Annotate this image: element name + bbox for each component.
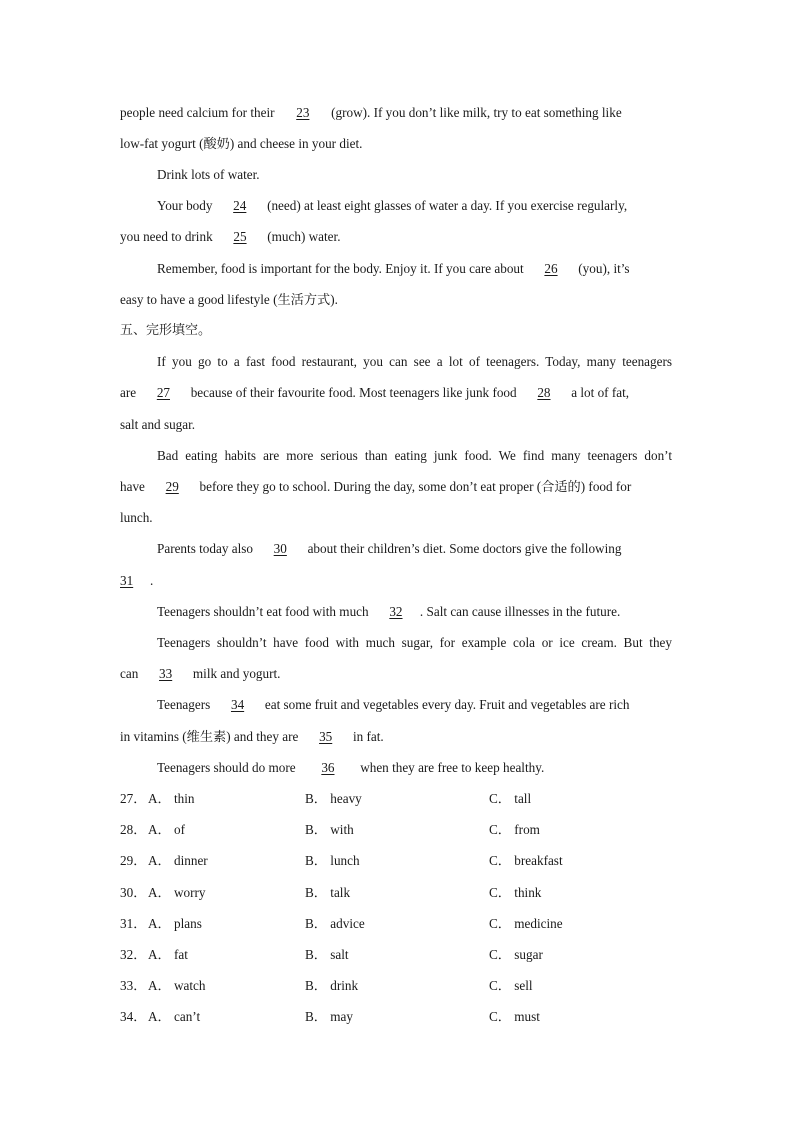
- option-row-33: [120, 970, 680, 1001]
- option-b: B． talk: [305, 885, 351, 900]
- option-row-27: [120, 783, 680, 814]
- option-a: A． of: [148, 822, 185, 837]
- question-number: 27．: [120, 791, 147, 806]
- text-line: lunch.: [120, 510, 153, 525]
- option-b: B． advice: [305, 916, 365, 931]
- answer-blank-30: 30: [273, 541, 287, 556]
- option-a: A． dinner: [148, 853, 208, 868]
- text-line: people need calcium for their 23 (grow). If you don’t like milk, try to eat something like: [120, 97, 672, 128]
- question-number: 34．: [120, 1009, 147, 1024]
- answer-blank-29: 29: [165, 479, 179, 494]
- answer-blank-36: 36: [321, 760, 335, 775]
- option-a: A． plans: [148, 916, 202, 931]
- option-b: B． salt: [305, 947, 349, 962]
- text-line: you need to drink 25 (much) water.: [120, 221, 672, 252]
- text-line: Drink lots of water.: [157, 167, 260, 182]
- text-line: easy to have a good lifestyle (生活方式).: [120, 292, 338, 307]
- text-line: Your body 24 (need) at least eight glasses of water a day. If you exercise regularly,: [120, 190, 672, 221]
- option-row-30: [120, 877, 680, 908]
- question-number: 30．: [120, 885, 147, 900]
- answer-blank-33: 33: [159, 666, 173, 681]
- answer-blank-34: 34: [230, 697, 245, 712]
- question-number: 29．: [120, 853, 147, 868]
- option-c: C． sell: [489, 978, 533, 993]
- option-c: C． breakfast: [489, 853, 563, 868]
- option-b: B． may: [305, 1009, 353, 1024]
- text-line: have 29 before they go to school. During the day, some don’t eat proper (合适的) food for: [120, 471, 672, 502]
- text-line: can 33 milk and yogurt.: [120, 658, 672, 689]
- question-number: 32．: [120, 947, 147, 962]
- answer-blank-27: 27: [156, 385, 170, 400]
- option-c: C． sugar: [489, 947, 543, 962]
- section-heading: 五、完形填空。: [120, 323, 212, 338]
- answer-blank-28: 28: [537, 385, 551, 400]
- answer-blank-23: 23: [296, 105, 310, 120]
- answer-blank-31: 31: [120, 573, 134, 588]
- option-c: C． think: [489, 885, 542, 900]
- text-line: salt and sugar.: [120, 417, 196, 432]
- option-row-28: [120, 814, 680, 845]
- option-b: B． heavy: [305, 791, 362, 806]
- answer-blank-24: 24: [233, 198, 247, 213]
- option-c: C． medicine: [489, 916, 563, 931]
- text-line: 31 .: [120, 565, 672, 596]
- option-b: B． with: [305, 822, 354, 837]
- option-a: A． watch: [148, 978, 206, 993]
- text-line: in vitamins (维生素) and they are 35 in fat.: [120, 721, 672, 752]
- option-c: C． tall: [489, 791, 532, 806]
- question-number: 33．: [120, 978, 147, 993]
- text-line: If you go to a fast food restaurant, you can see a lot of teenagers. Today, many teenagers: [157, 354, 672, 369]
- text-line: Teenagers shouldn’t eat food with much 32 . Salt can cause illnesses in the future.: [120, 596, 672, 627]
- option-row-31: [120, 908, 680, 939]
- option-c: C． from: [489, 822, 540, 837]
- option-row-34: [120, 1001, 680, 1032]
- option-a: A． worry: [148, 885, 206, 900]
- text-line: low-fat yogurt (酸奶) and cheese in your diet.: [120, 136, 363, 151]
- text-line: are 27 because of their favourite food. Most teenagers like junk food 28 a lot of fat,: [120, 377, 672, 408]
- answer-blank-25: 25: [233, 229, 247, 244]
- text-line: Bad eating habits are more serious than eating junk food. We find many teenagers don’t: [157, 448, 672, 463]
- text-line: Teenagers shouldn’t have food with much sugar, for example cola or ice cream. But they: [157, 635, 672, 650]
- option-row-32: [120, 939, 680, 970]
- text-line: Remember, food is important for the body. Enjoy it. If you care about 26 (you), it’s: [120, 253, 672, 284]
- option-a: A． can’t: [148, 1009, 201, 1024]
- option-b: B． lunch: [305, 853, 360, 868]
- text-line: Teenagers 34 eat some fruit and vegetables every day. Fruit and vegetables are rich: [120, 689, 672, 720]
- option-a: A． thin: [148, 791, 195, 806]
- option-c: C． must: [489, 1009, 540, 1024]
- answer-blank-35: 35: [319, 729, 333, 744]
- option-row-29: [120, 845, 680, 876]
- question-number: 28．: [120, 822, 147, 837]
- question-number: 31．: [120, 916, 147, 931]
- text-line: Teenagers should do more 36 when they are free to keep healthy.: [120, 752, 672, 783]
- answer-blank-26: 26: [544, 261, 558, 276]
- option-b: B． drink: [305, 978, 359, 993]
- text-line: Parents today also 30 about their children’s diet. Some doctors give the following: [120, 533, 672, 564]
- option-a: A． fat: [148, 947, 188, 962]
- answer-blank-32: 32: [389, 604, 403, 619]
